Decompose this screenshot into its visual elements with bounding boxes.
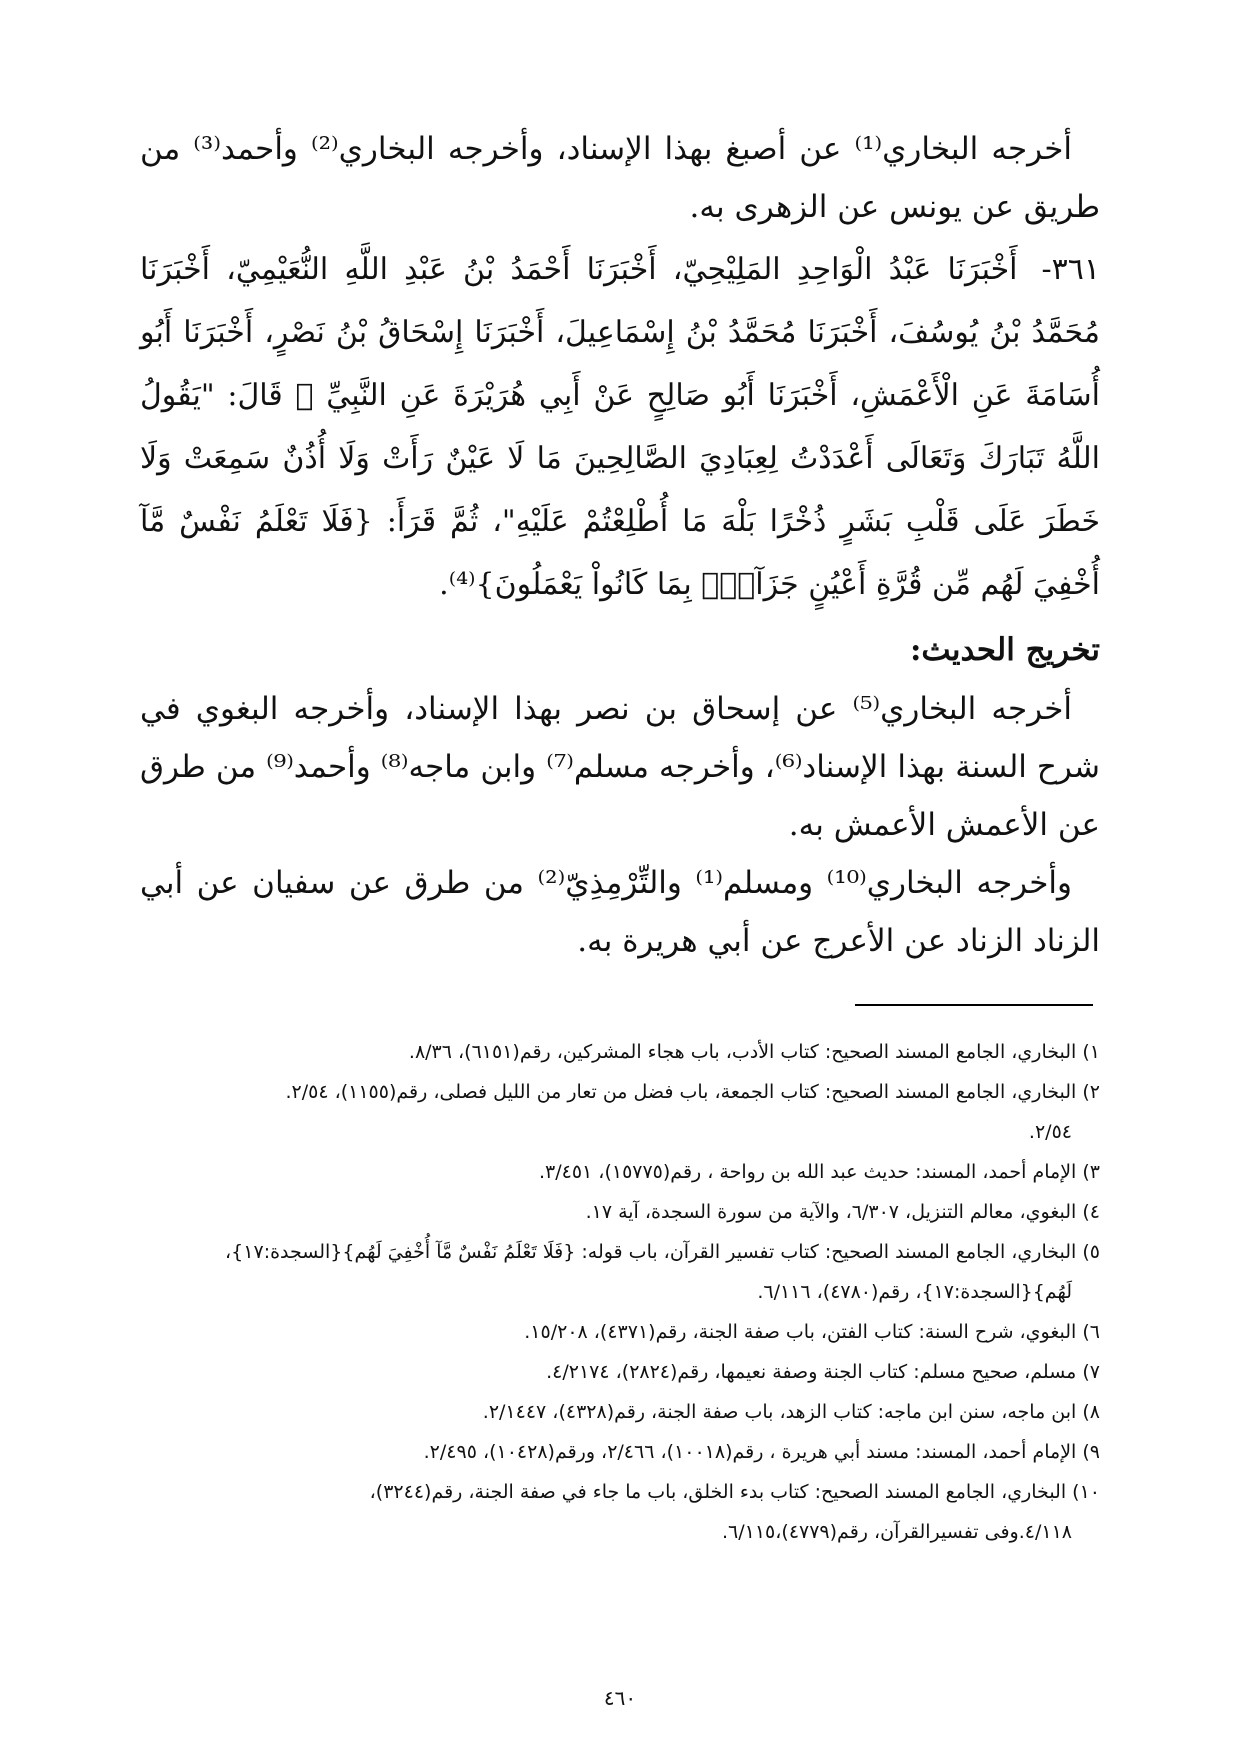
footnote-continuation: ٤/١١٨.وفى تفسيرالقرآن، رقم(٤٧٧٩)،٦/١١٥. — [721, 1521, 1072, 1543]
footnote-3 — [140, 1152, 1100, 1192]
footnote-8 — [140, 1392, 1100, 1432]
footnote-text: ٧) مسلم، صحيح مسلم: كتاب الجنة وصفة نعيمها، رقم(٢٨٢٤)، ٤/٢١٧٤. — [546, 1361, 1100, 1383]
footnote-text: ١٠) البخاري، الجامع المسند الصحيح: كتاب بدء الخلق، باب ما جاء في صفة الجنة، رقم(٣٢٤٤)، — [369, 1481, 1100, 1503]
section-heading: تخريج الحديث: — [909, 632, 1100, 668]
main-text — [140, 120, 1100, 970]
hadith-361 — [140, 238, 1100, 616]
footnote-6 — [140, 1312, 1100, 1352]
page-number: ٤٦٠ — [603, 1686, 637, 1710]
paragraph-takhrij-1: أخرجه البخاري⁽⁵⁾ عن إسحاق بن نصر بهذا الإسناد، وأخرجه البغوي في شرح السنة بهذا الإسناد⁽⁶⁾، وأخرجه مسلم⁽⁷⁾ وابن ماجه⁽⁸⁾ وأحمد⁽⁹⁾ من طرق عن الأعمش الأعمش به. — [140, 691, 1101, 843]
footnote-7 — [140, 1352, 1100, 1392]
footnote-9 — [140, 1432, 1100, 1472]
footnote-text: ٤) البغوي، معالم التنزيل، ٦/٣٠٧، والآية من سورة السجدة، آية ١٧. — [585, 1201, 1100, 1223]
footnotes — [140, 1032, 1100, 1552]
footnote-5 — [140, 1232, 1100, 1312]
footnote-text: ٥) البخاري، الجامع المسند الصحيح: كتاب تفسير القرآن، باب قوله: {فَلَا تَعْلَمُ نَفْسٌ مَّآ أُخْفِيَ لَهُم}{السجدة:١٧}، — [225, 1241, 1100, 1263]
hadith-number: ٣٦١- — [1041, 252, 1100, 287]
footnote-continuation: ٢/٥٤. — [1028, 1121, 1072, 1143]
footnote-text: ٢) البخاري، الجامع المسند الصحيح: كتاب الجمعة، باب فضل من تعار من الليل فصلى، رقم(١١٥٥)، ٢/٥٤. — [285, 1081, 1100, 1103]
footnote-continuation: لَهُم}{السجدة:١٧}، رقم(٤٧٨٠)، ٦/١١٦. — [757, 1281, 1072, 1303]
footnote-10 — [140, 1472, 1100, 1552]
hadith-text: أَخْبَرَنَا عَبْدُ الْوَاحِدِ المَلِيْحِيّ، أَخْبَرَنَا أَحْمَدُ بْنُ عَبْدِ اللَّهِ النُّعَيْمِيّ، أَخْبَرَنَا مُحَمَّدُ بْنُ يُوسُفَ، أَخْبَرَنَا مُحَمَّدُ بْنُ إِسْمَاعِيلَ، أَخْبَرَنَا إِسْحَاقُ بْنُ نَصْرٍ، أَخْبَرَنَا أَبُو أُسَامَةَ عَنِ الْأَعْمَشِ، أَخْبَرَنَا أَبُو صَالِحٍ عَنْ أَبِي هُرَيْرَةَ عَنِ النَّبِيِّ ﷺ قَالَ: "يَقُولُ اللَّهُ تَبَارَكَ وَتَعَالَى أَعْدَدْتُ لِعِبَادِيَ الصَّالِحِينَ مَا لَا عَيْنٌ رَأَتْ وَلَا أُذُنٌ سَمِعَتْ وَلَا خَطَرَ عَلَى قَلْبِ بَشَرٍ ذُخْرًا بَلْهَ مَا أُطْلِعْتُمْ عَلَيْهِ"، ثُمَّ قَرَأَ: {فَلَا تَعْلَمُ نَفْسٌ مَّآ أُخْفِيَ لَهُم مِّن قُرَّةِ أَعْيُنٍ جَزَآءًۢ بِمَا كَانُواْ يَعْمَلُونَ}⁽⁴⁾. — [140, 252, 1100, 602]
footnote-text: ٩) الإمام أحمد، المسند: مسند أبي هريرة ، رقم(١٠٠١٨)، ٢/٤٦٦، ورقم(١٠٤٢٨)، ٢/٤٩٥. — [423, 1441, 1100, 1463]
paragraph-takhrij-2: وأخرجه البخاري⁽¹⁰⁾ ومسلم⁽¹⁾ والتِّرْمِذِيّ⁽²⁾ من طرق عن سفيان عن أبي الزناد الزناد عن الأعرج عن أبي هريرة به. — [140, 865, 1100, 959]
footnote-separator — [855, 1004, 1093, 1006]
footnote-1 — [140, 1032, 1100, 1072]
footnote-2 — [140, 1072, 1100, 1152]
footnote-text: ٨) ابن ماجه، سنن ابن ماجه: كتاب الزهد، باب صفة الجنة، رقم(٤٣٢٨)، ٢/١٤٤٧. — [482, 1401, 1100, 1423]
footnote-text: ١) البخاري، الجامع المسند الصحيح: كتاب الأدب، باب هجاء المشركين، رقم(٦١٥١)، ٨/٣٦. — [408, 1041, 1100, 1063]
footnote-text: ٦) البغوي، شرح السنة: كتاب الفتن، باب صفة الجنة، رقم(٤٣٧١)، ١٥/٢٠٨. — [524, 1321, 1100, 1343]
footnote-4 — [140, 1192, 1100, 1232]
footnote-text: ٣) الإمام أحمد، المسند: حديث عبد الله بن رواحة ، رقم(١٥٧٧٥)، ٣/٤٥١. — [538, 1161, 1100, 1183]
paragraph-takhrij-prev: أخرجه البخاري⁽¹⁾ عن أصبغ بهذا الإسناد، وأخرجه البخاري⁽²⁾ وأحمد⁽³⁾ من طريق عن يونس عن الزهرى به. — [140, 131, 1100, 225]
